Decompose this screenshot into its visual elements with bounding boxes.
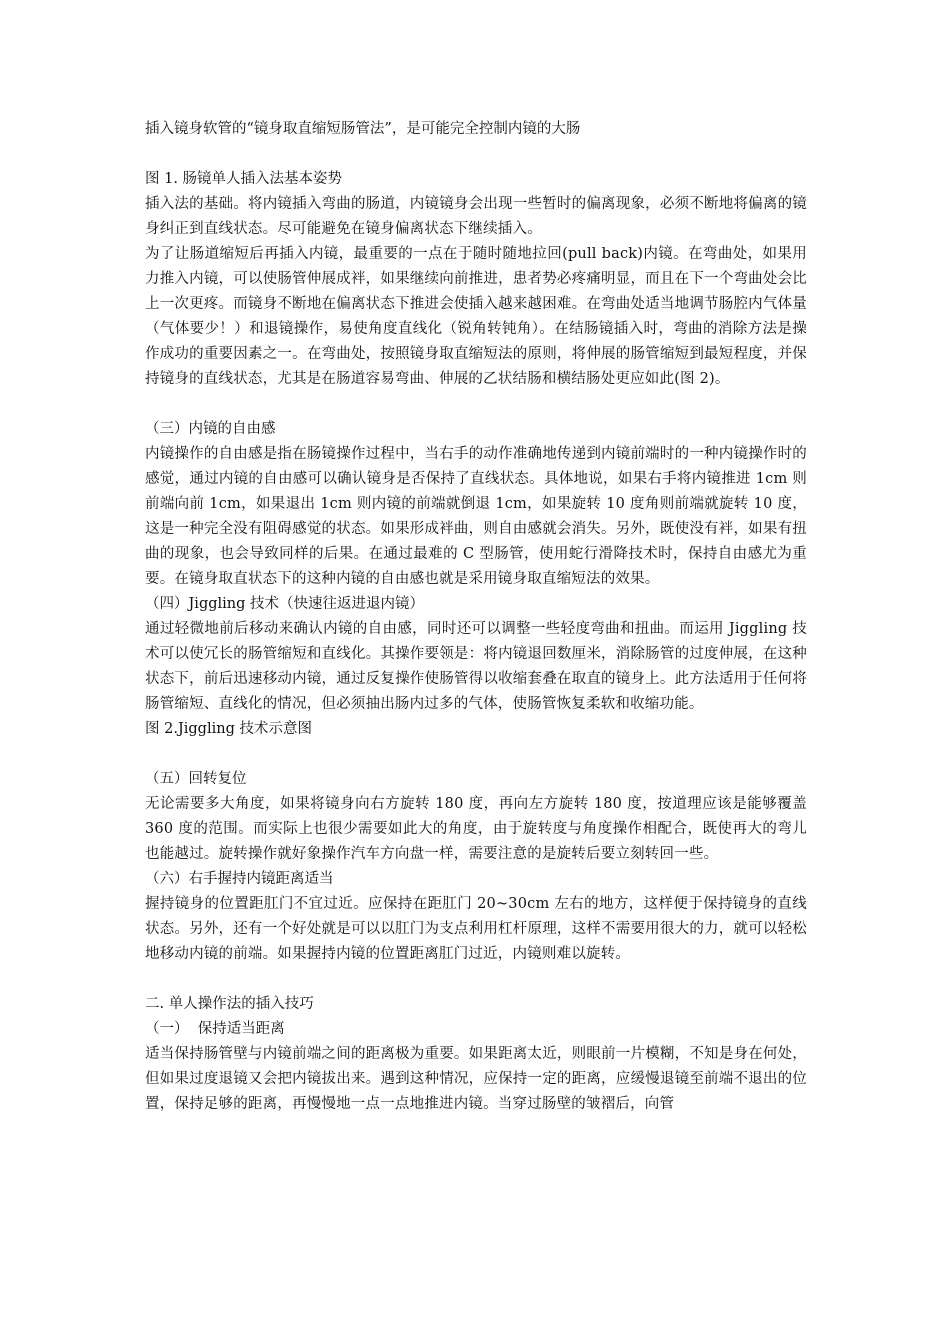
- figure-1-caption: 图 1. 肠镜单人插入法基本姿势: [145, 171, 343, 187]
- document-page: [145, 117, 807, 1117]
- section-3-heading: （三）内镜的自由感: [145, 421, 276, 437]
- blank-line: [145, 742, 807, 767]
- intro-line: 插入镜身软管的“镜身取直缩短肠管法”，是可能完全控制内镜的大肠: [145, 121, 581, 137]
- paragraph-pull-back: 为了让肠道缩短后再插入内镜，最重要的一点在于随时随地拉回(pull back)内镜。在弯曲处，如果用力推入内镜，可以使肠管伸展成袢，如果继续向前推进，患者势必疼痛明显，而且在下一个弯曲处会比上一次更疼。而镜身不断地在偏离状态下推进会使插入越来越困难。在弯曲处适当地调节肠腔内气体量（气体要少！）和退镜操作，易使角度直线化（锐角转钝角）。在结肠镜插入时，弯曲的消除方法是操作成功的重要因素之一。在弯曲处，按照镜身取直缩短法的原则，将伸展的肠管缩短到最短程度，并保持镜身的直线状态，尤其是在肠道容易弯曲、伸展的乙状结肠和横结肠处更应如此(图 2)。: [145, 246, 807, 387]
- section-4-text: 通过轻微地前后移动来确认内镜的自由感，同时还可以调整一些轻度弯曲和扭曲。而运用 Jiggling 技术可以使冗长的肠管缩短和直线化。其操作要领是：将内镜退回数厘米，消除肠管的过度伸展，在这种状态下，前后迅速移动内镜，通过反复操作使肠管得以收缩套叠在取直的镜身上。此方法适用于任何将肠管缩短、直线化的情况，但必须抽出肠内过多的气体，使肠管恢复柔软和收缩功能。: [145, 621, 807, 712]
- figure-2-caption: 图 2.Jiggling 技术示意图: [145, 721, 312, 737]
- blank-line: [145, 142, 807, 167]
- section-6-text: 握持镜身的位置距肛门不宜过近。应保持在距肛门 20~30cm 左右的地方，这样便于保持镜身的直线状态。另外，还有一个好处就是可以以肛门为支点利用杠杆原理，这样不需要用很大的力，就可以轻松地移动内镜的前端。如果握持内镜的位置距离肛门过近，内镜则难以旋转。: [145, 896, 807, 962]
- part-2-subsection-1-text: 适当保持肠管壁与内镜前端之间的距离极为重要。如果距离太近，则眼前一片模糊，不知是身在何处，但如果过度退镜又会把内镜拔出来。遇到这种情况，应保持一定的距离，应缓慢退镜至前端不退出的位置，保持足够的距离，再慢慢地一点一点地推进内镜。当穿过肠壁的皱褶后，向管: [145, 1046, 807, 1112]
- section-5-text: 无论需要多大角度，如果将镜身向右方旋转 180 度，再向左方旋转 180 度，按道理应该是能够覆盖 360 度的范围。而实际上也很少需要如此大的角度，由于旋转度与角度操作相配合，既使再大的弯儿也能越过。旋转操作就好象操作汽车方向盘一样，需要注意的是旋转后要立刻转回一些。: [145, 796, 807, 862]
- part-2-heading: 二. 单人操作法的插入技巧: [145, 996, 314, 1012]
- paragraph-insertion-basics: 插入法的基础。将内镜插入弯曲的肠道，内镜镜身会出现一些暂时的偏离现象，必须不断地将偏离的镜身纠正到直线状态。尽可能避免在镜身偏离状态下继续插入。: [145, 196, 807, 237]
- section-4-heading: （四）Jiggling 技术（快速往返进退内镜）: [145, 596, 425, 612]
- blank-line: [145, 392, 807, 417]
- section-5-heading: （五）回转复位: [145, 771, 247, 787]
- section-3-text: 内镜操作的自由感是指在肠镜操作过程中，当右手的动作准确地传递到内镜前端时的一种内镜操作时的感觉，通过内镜的自由感可以确认镜身是否保持了直线状态。具体地说，如果右手将内镜推进 1cm 则前端向前 1cm，如果退出 1cm 则内镜的前端就倒退 1cm，如果旋转 10 度角则前端就旋转 10 度，这是一种完全没有阻碍感觉的状态。如果形成袢曲，则自由感就会消失。另外，既使没有袢，如果有扭曲的现象，也会导致同样的后果。在通过最难的 C 型肠管，使用蛇行滑降技术时，保持自由感尤为重要。在镜身取直状态下的这种内镜的自由感也就是采用镜身取直缩短法的效果。: [145, 446, 807, 587]
- section-6-heading: （六）右手握持内镜距离适当: [145, 871, 334, 887]
- blank-line: [145, 967, 807, 992]
- part-2-subsection-1-heading: （一） 保持适当距离: [145, 1021, 285, 1037]
